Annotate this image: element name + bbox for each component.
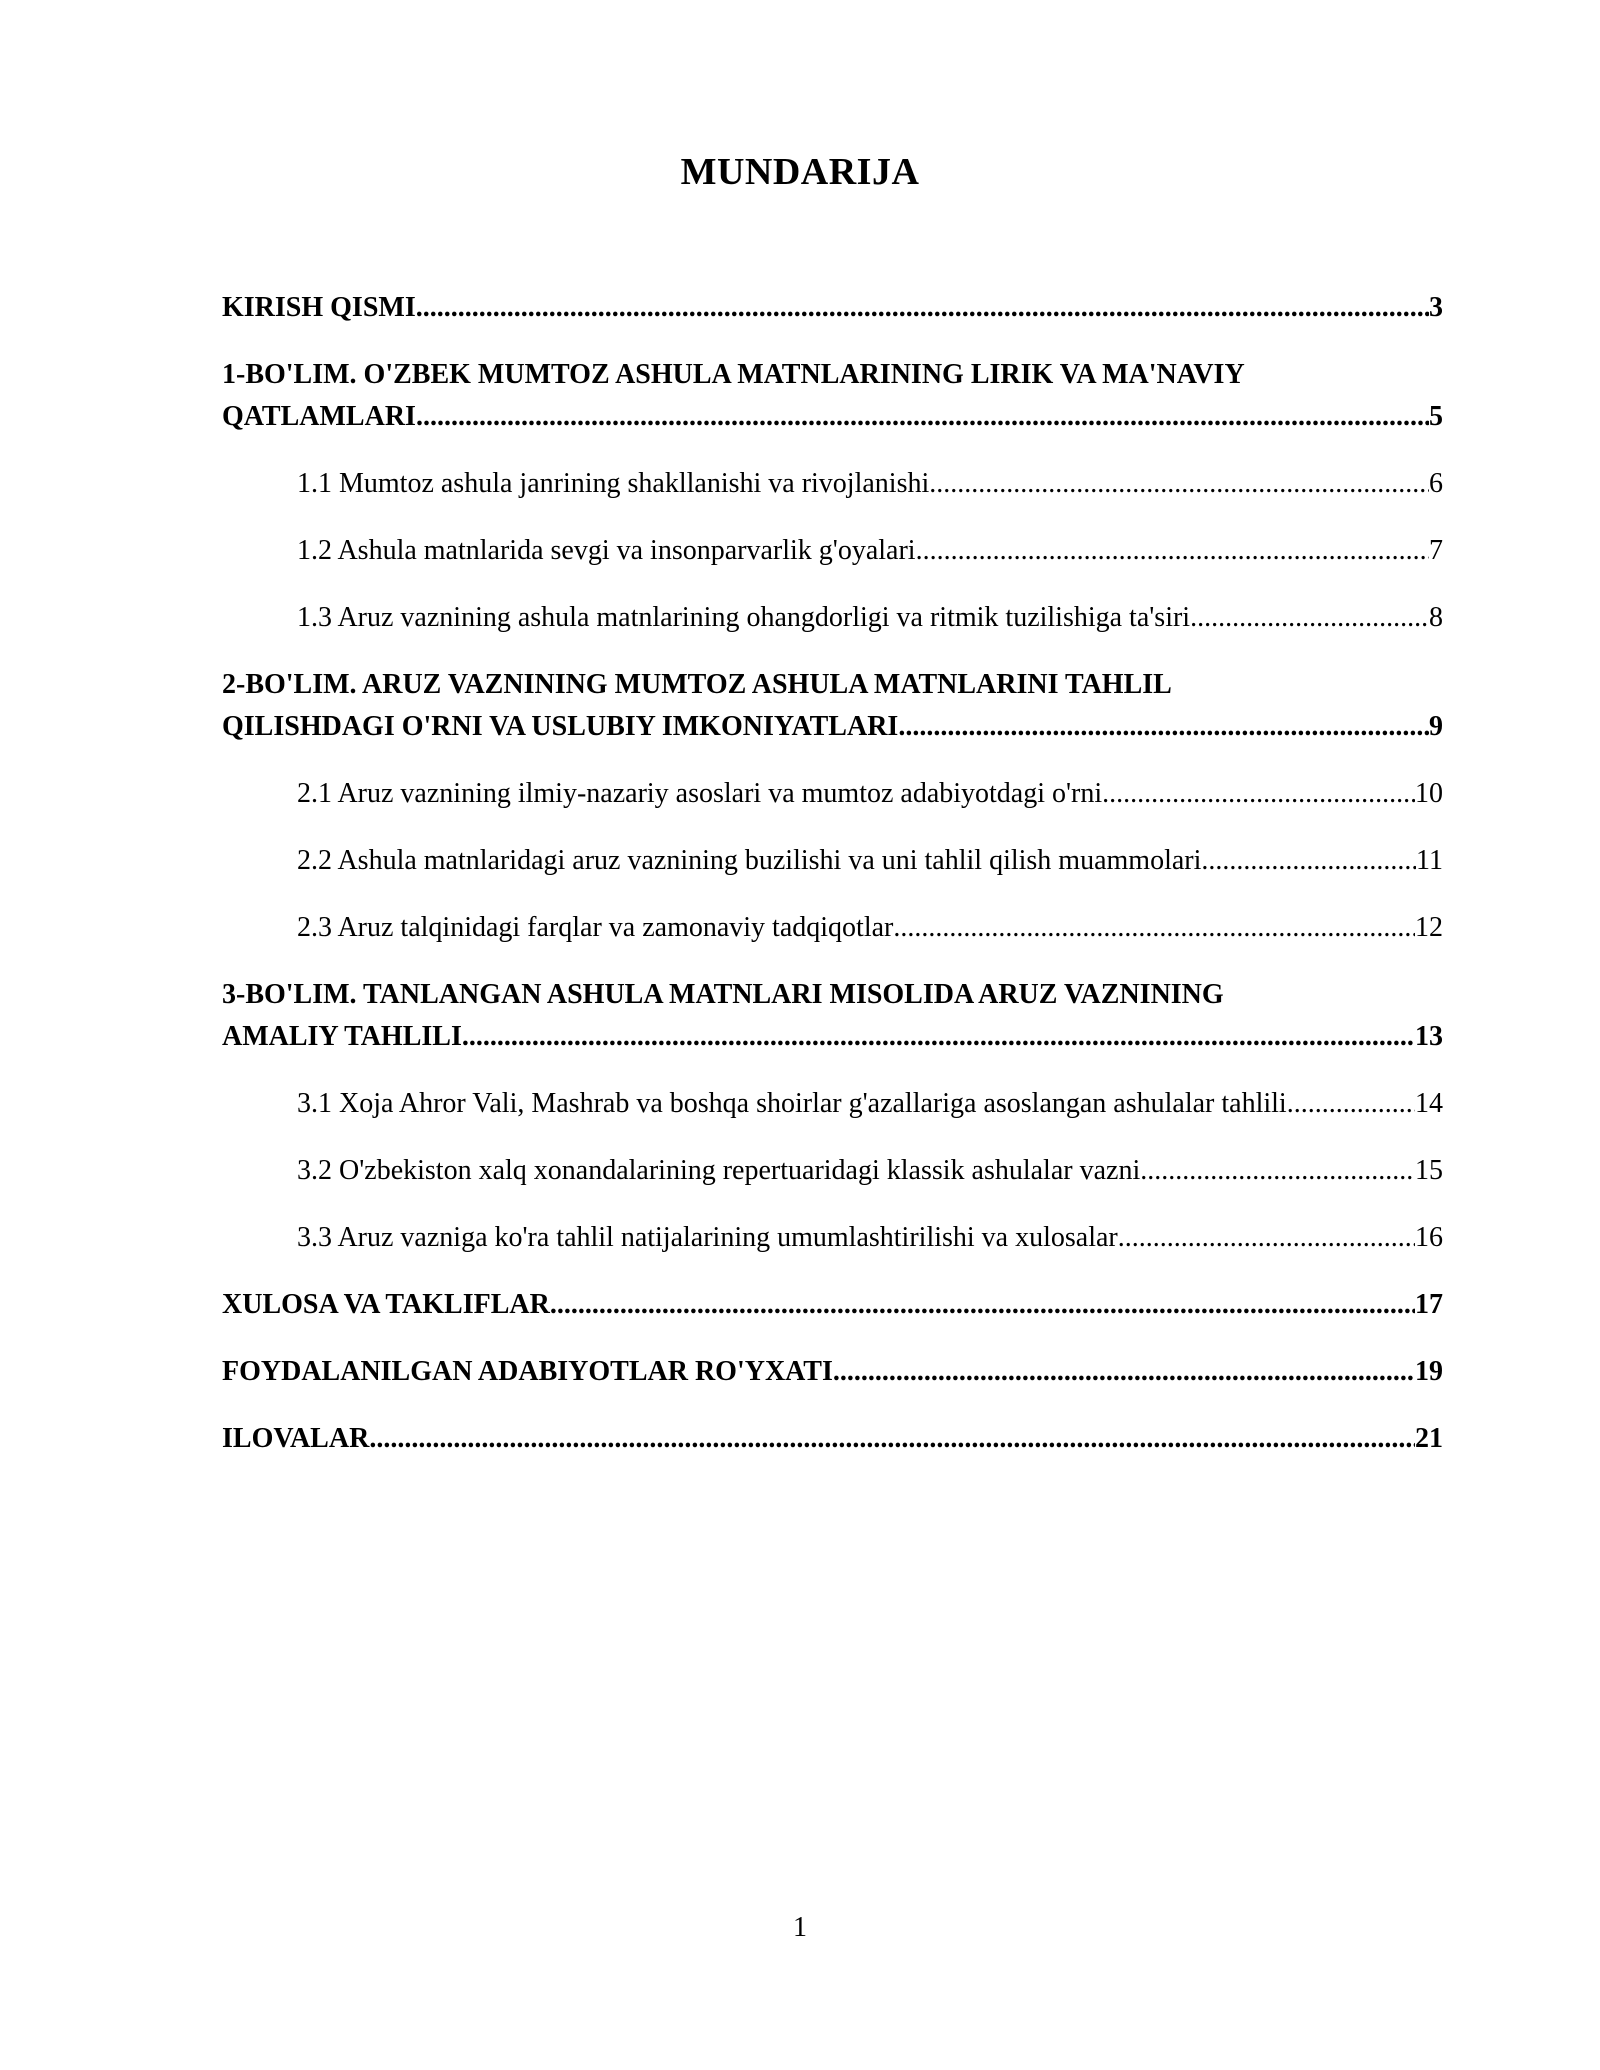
toc-entry-section-1-1[interactable] (222, 463, 1443, 505)
toc-leader-dots (462, 1016, 1415, 1058)
toc-entry-label: 2.2 Ashula matnlaridagi aruz vaznining buzilishi va uni tahlil qilish muammolari (297, 845, 1202, 876)
toc-entry-references[interactable] (222, 1351, 1443, 1393)
toc-leader-dots (369, 1418, 1415, 1460)
toc-entry-label: 2.1 Aruz vaznining ilmiy-nazariy asoslari va mumtoz adabiyotdagi o'rni (297, 778, 1103, 809)
toc-entry-label: 1.3 Aruz vaznining ashula matnlarining ohangdorligi va ritmik tuzilishiga ta'siri (297, 602, 1191, 633)
toc-entry-section-1-2[interactable] (222, 530, 1443, 572)
toc-leader-dots (1140, 1150, 1415, 1192)
toc-entry-label: XULOSA VA TAKLIFLAR (222, 1289, 550, 1320)
toc-entry-label-line1: 2-BO'LIM. ARUZ VAZNINING MUMTOZ ASHULA MATNLARINI TAHLIL (222, 669, 1172, 700)
toc-entry-label-line2: AMALIY TAHLILI (222, 1021, 462, 1052)
toc-entry-section-3-1[interactable] (222, 1083, 1443, 1125)
toc-entry-label-line2: QATLAMLARI (222, 401, 416, 432)
toc-entry-appendices[interactable] (222, 1418, 1443, 1460)
toc-entry-section-2-2[interactable] (222, 840, 1443, 882)
toc-entry-page: 10 (1415, 778, 1443, 809)
toc-entry-page: 21 (1415, 1423, 1443, 1454)
toc-entry-kirish[interactable] (222, 287, 1443, 329)
toc-leader-dots (1118, 1217, 1415, 1259)
toc-entry-label: 2.3 Aruz talqinidagi farqlar va zamonaviy tadqiqotlar (297, 912, 894, 943)
toc-entry-label: 1.1 Mumtoz ashula janrining shakllanishi va rivojlanishi (297, 468, 930, 499)
toc-entry-page: 15 (1415, 1155, 1443, 1186)
toc-entry-section-1-3[interactable] (222, 597, 1443, 639)
toc-leader-dots (1287, 1083, 1415, 1125)
toc-entry-label: 3.3 Aruz vazniga ko'ra tahlil natijalarining umumlashtirilishi va xulosalar (297, 1222, 1118, 1253)
toc-entry-label: 3.2 O'zbekiston xalq xonandalarining repertuaridagi klassik ashulalar vazni (297, 1155, 1141, 1186)
toc-entry-page: 19 (1415, 1356, 1443, 1387)
toc-leader-dots (916, 530, 1429, 572)
toc-entry-page: 14 (1415, 1088, 1443, 1119)
toc-leader-dots (929, 463, 1429, 505)
toc-leader-dots (833, 1351, 1415, 1393)
toc-entry-section-2-3[interactable] (222, 907, 1443, 949)
toc-leader-dots (416, 396, 1429, 438)
toc-leader-dots (416, 287, 1429, 329)
toc-entry-page: 8 (1429, 602, 1443, 633)
toc-entry-chapter-2[interactable] (222, 664, 1443, 748)
toc-entry-page: 13 (1415, 1021, 1443, 1052)
toc-entry-page: 5 (1429, 401, 1443, 432)
toc-entry-page: 11 (1416, 845, 1443, 876)
toc-entry-page: 17 (1415, 1289, 1443, 1320)
toc-entry-label-line2: QILISHDAGI O'RNI VA USLUBIY IMKONIYATLARI (222, 711, 899, 742)
toc-entry-label: ILOVALAR (222, 1423, 370, 1454)
toc-leader-dots (550, 1284, 1415, 1326)
toc-entry-label: 3.1 Xoja Ahror Vali, Mashrab va boshqa shoirlar g'azallariga asoslangan ashulalar tahlili (297, 1088, 1287, 1119)
toc-entry-chapter-3[interactable] (222, 974, 1443, 1058)
toc-leader-dots (893, 907, 1415, 949)
toc-entry-section-3-2[interactable] (222, 1150, 1443, 1192)
toc-entry-section-3-3[interactable] (222, 1217, 1443, 1259)
toc-leader-dots (898, 706, 1429, 748)
toc-entry-conclusion[interactable] (222, 1284, 1443, 1326)
toc-entry-page: 7 (1429, 535, 1443, 566)
toc-entry-label-line1: 1-BO'LIM. O'ZBEK MUMTOZ ASHULA MATNLARINING LIRIK VA MA'NAVIY (222, 359, 1245, 390)
toc-entry-page: 16 (1415, 1222, 1443, 1253)
toc-entry-section-2-1[interactable] (222, 773, 1443, 815)
toc-entry-page: 6 (1429, 468, 1443, 499)
toc-entry-label: 1.2 Ashula matnlarida sevgi va insonparvarlik g'oyalari (297, 535, 916, 566)
toc-leader-dots (1201, 840, 1416, 882)
toc-leader-dots (1190, 597, 1429, 639)
page-number: 1 (793, 1912, 807, 1943)
toc-entry-chapter-1[interactable] (222, 354, 1443, 438)
toc-entry-page: 12 (1415, 912, 1443, 943)
page-title: MUNDARIJA (680, 151, 920, 193)
table-of-contents (222, 287, 1443, 1485)
toc-entry-page: 9 (1429, 711, 1443, 742)
toc-entry-page: 3 (1429, 292, 1443, 323)
toc-entry-label-line1: 3-BO'LIM. TANLANGAN ASHULA MATNLARI MISOLIDA ARUZ VAZNINING (222, 979, 1224, 1010)
toc-leader-dots (1102, 773, 1415, 815)
toc-entry-label: FOYDALANILGAN ADABIYOTLAR RO'YXATI (222, 1356, 833, 1387)
toc-entry-label: KIRISH QISMI (222, 292, 416, 323)
